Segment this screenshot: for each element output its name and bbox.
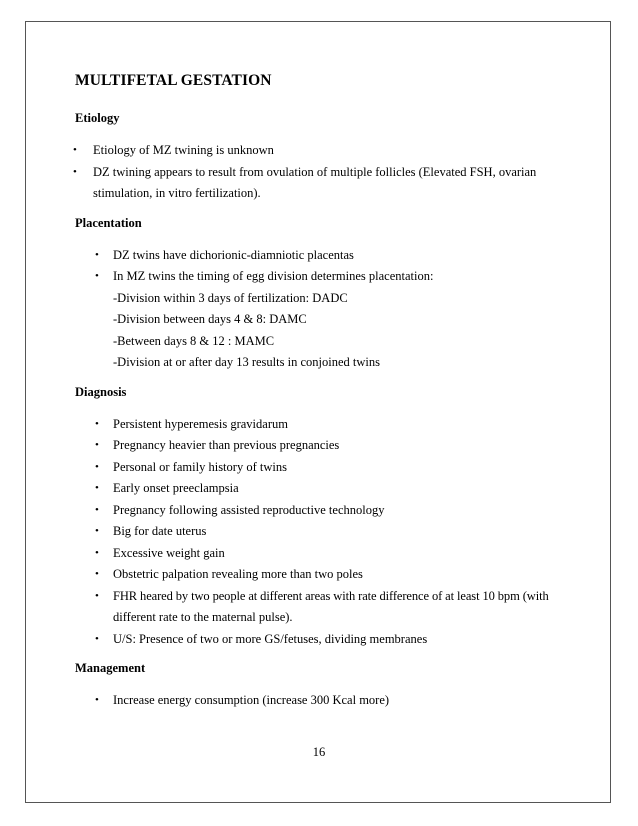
etiology-list xyxy=(75,140,555,205)
bullet-icon: • xyxy=(95,568,99,580)
diagnosis-heading: Diagnosis xyxy=(75,384,127,399)
list-item: • Early onset preeclampsia xyxy=(75,478,555,500)
list-item-continuation: different rate to the maternal pulse). xyxy=(113,610,293,624)
list-item: • Excessive weight gain xyxy=(75,543,555,565)
management-list xyxy=(75,690,555,712)
bullet-icon: • xyxy=(95,439,99,451)
etiology-heading: Etiology xyxy=(75,111,120,125)
bullet-icon: • xyxy=(95,632,99,645)
list-item: • Etiology of MZ twining is unknown xyxy=(75,140,555,162)
list-item: • FHR heared by two people at different areas with rate difference of at least 10 bpm (with xyxy=(75,586,555,608)
bullet-icon: • xyxy=(95,546,99,559)
list-item: • DZ twining appears to result from ovulation of multiple follicles (Elevated FSH, ovarian xyxy=(75,162,555,184)
list-item-continuation: stimulation, in vitro fertilization). xyxy=(93,186,261,200)
placentation-list xyxy=(75,245,555,288)
bullet-icon: • xyxy=(95,503,99,516)
bullet-icon: • xyxy=(95,417,99,430)
bullet-icon: • xyxy=(95,482,99,494)
list-item: • U/S: Presence of two or more GS/fetuses, dividing membranes xyxy=(75,629,555,651)
management-heading: Management xyxy=(75,661,146,675)
bullet-icon: • xyxy=(95,525,99,537)
list-item: • Persistent hyperemesis gravidarum xyxy=(75,414,555,436)
sub-item: -Division between days 4 & 8: DAMC xyxy=(113,312,307,326)
document-content xyxy=(75,70,555,712)
sub-item: -Division at or after day 13 results in conjoined twins xyxy=(113,355,380,369)
list-item: • Pregnancy following assisted reproductive technology xyxy=(75,500,555,522)
list-item: • In MZ twins the timing of egg division determines placentation: xyxy=(75,266,555,288)
bullet-icon: • xyxy=(95,589,99,602)
sub-item: -Between days 8 & 12 : MAMC xyxy=(113,333,275,348)
list-item: • Obstetric palpation revealing more than two poles xyxy=(75,564,555,586)
bullet-icon: • xyxy=(95,248,99,261)
bullet-icon: • xyxy=(95,270,99,282)
sub-item: -Division within 3 days of fertilization: DADC xyxy=(113,290,348,305)
list-item: • Big for date uterus xyxy=(75,521,555,543)
page-number: 16 xyxy=(312,745,326,759)
diagnosis-list xyxy=(75,414,555,651)
bullet-icon: • xyxy=(95,694,99,706)
list-item: • DZ twins have dichorionic-diamniotic placentas xyxy=(75,245,555,267)
bullet-icon: • xyxy=(95,460,99,473)
page-title: MULTIFETAL GESTATION xyxy=(75,72,272,89)
placentation-heading: Placentation xyxy=(75,215,142,230)
placentation-sub-list xyxy=(113,288,555,374)
bullet-icon: • xyxy=(73,165,77,178)
list-item: • Pregnancy heavier than previous pregnancies xyxy=(75,435,555,457)
list-item: • Personal or family history of twins xyxy=(75,457,555,479)
bullet-icon: • xyxy=(73,144,77,156)
list-item: • Increase energy consumption (increase 300 Kcal more) xyxy=(75,690,555,712)
